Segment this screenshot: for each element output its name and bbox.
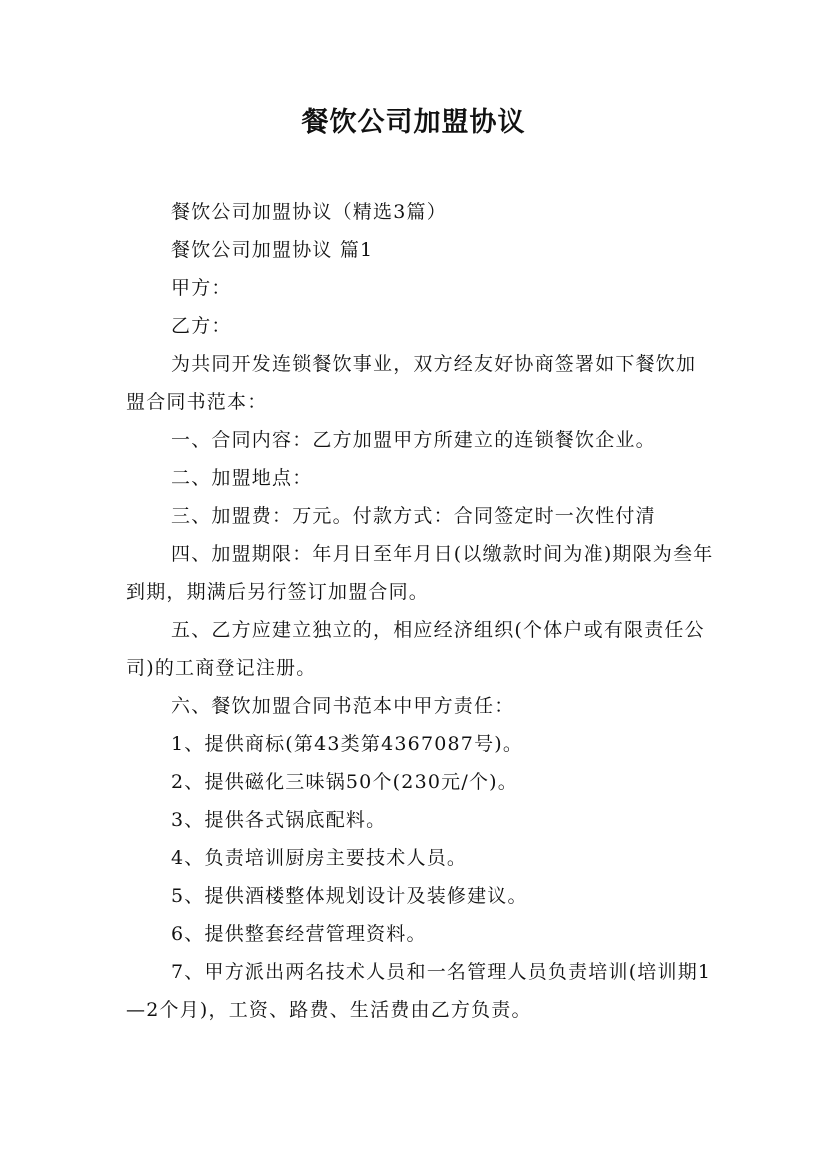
paragraph-subtitle: 餐饮公司加盟协议（精选3篇）: [171, 201, 447, 223]
list-item: 1、提供商标(第43类第4367087号)。: [171, 733, 524, 755]
list-item: 3、提供各式锅底配料。: [171, 809, 387, 831]
list-item: 5、提供酒楼整体规划设计及装修建议。: [171, 885, 528, 907]
list-item: 2、提供磁化三味锅50个(230元/个)。: [171, 771, 518, 793]
paragraph-clause-3: 三、加盟费：万元。付款方式：合同签定时一次性付清: [171, 505, 656, 527]
paragraph-clause-4: 四、加盟期限：年月日至年月日(以缴款时间为准)期限为叁年到期，期满后另行签订加盟合同。: [126, 543, 714, 603]
paragraph-section-heading: 餐饮公司加盟协议 篇1: [171, 239, 374, 261]
document-title: 餐饮公司加盟协议: [301, 107, 526, 138]
list-item: 7、甲方派出两名技术人员和一名管理人员负责培训(培训期1—2个月)，工资、路费、生活费由乙方负责。: [126, 961, 712, 1021]
paragraph-clause-5: 五、乙方应建立独立的，相应经济组织(个体户或有限责任公司)的工商登记注册。: [126, 619, 705, 679]
document-body: [126, 193, 716, 1029]
paragraph-clause-2: 二、加盟地点：: [171, 467, 313, 489]
list-item: 4、负责培训厨房主要技术人员。: [171, 847, 468, 869]
paragraph-party-a: 甲方：: [171, 277, 232, 299]
paragraph-clause-6: 六、餐饮加盟合同书范本中甲方责任：: [171, 695, 515, 717]
paragraph-clause-1: 一、合同内容：乙方加盟甲方所建立的连锁餐饮企业。: [171, 429, 656, 451]
list-item: 6、提供整套经营管理资料。: [171, 923, 427, 945]
paragraph-preamble: 为共同开发连锁餐饮事业，双方经友好协商签署如下餐饮加盟合同书范本：: [126, 353, 697, 413]
paragraph-party-b: 乙方：: [171, 315, 232, 337]
